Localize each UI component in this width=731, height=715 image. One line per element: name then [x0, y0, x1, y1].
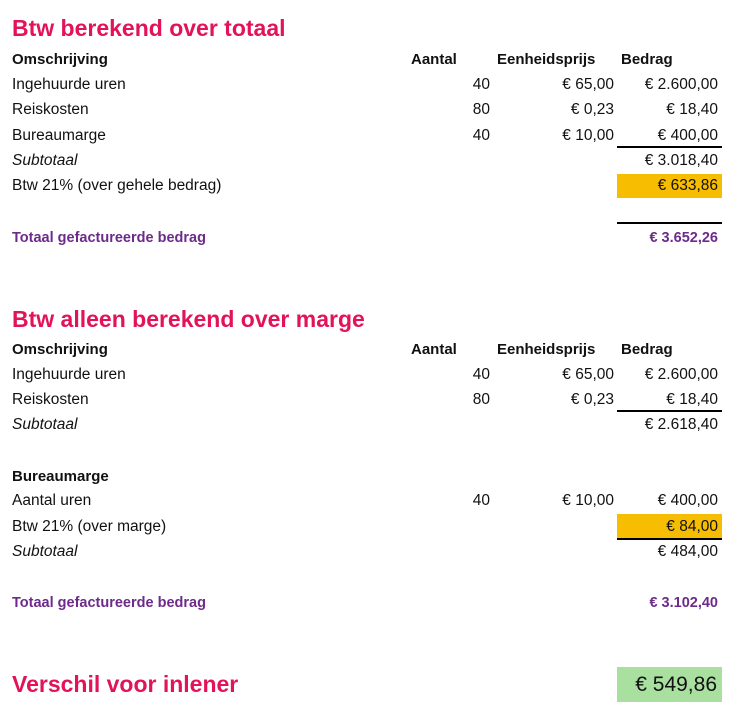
- row-amount: € 18,40: [666, 391, 718, 408]
- header-quantity: Aantal: [411, 341, 457, 358]
- header-unit-price: Eenheidsprijs: [497, 51, 596, 68]
- total-value: € 3.102,40: [649, 595, 718, 611]
- total-label: Totaal gefactureerde bedrag: [12, 230, 206, 246]
- sum-divider: [617, 146, 722, 148]
- total-value: € 3.652,26: [649, 230, 718, 246]
- sum-divider: [617, 538, 722, 540]
- header-description: Omschrijving: [12, 341, 108, 358]
- row-unit-price: € 0,23: [570, 101, 614, 118]
- row-description: Ingehuurde uren: [12, 76, 126, 93]
- vat-label: Btw 21% (over marge): [12, 518, 167, 535]
- row-unit-price: € 10,00: [562, 127, 614, 144]
- row-description: Aantal uren: [12, 492, 92, 509]
- row-unit-price: € 65,00: [562, 366, 614, 383]
- subtotal-value: € 3.018,40: [644, 152, 718, 169]
- row-quantity: 80: [472, 101, 490, 118]
- row-quantity: 40: [472, 492, 490, 509]
- difference-label: Verschil voor inlener: [12, 671, 239, 697]
- row-amount: € 400,00: [657, 127, 718, 144]
- section1-title: Btw berekend over totaal: [12, 15, 286, 41]
- subtotal-value: € 484,00: [657, 543, 718, 560]
- row-quantity: 40: [472, 127, 490, 144]
- difference-value: € 549,86: [635, 673, 717, 696]
- margin-header: Bureaumarge: [12, 468, 109, 485]
- header-quantity: Aantal: [411, 51, 457, 68]
- subtotal-value: € 2.618,40: [644, 416, 718, 433]
- row-quantity: 80: [472, 391, 490, 408]
- row-unit-price: € 10,00: [562, 492, 614, 509]
- vat-label: Btw 21% (over gehele bedrag): [12, 177, 222, 194]
- row-unit-price: € 0,23: [570, 391, 614, 408]
- row-quantity: 40: [472, 76, 490, 93]
- header-description: Omschrijving: [12, 51, 108, 68]
- sum-divider: [617, 410, 722, 412]
- subtotal-label: Subtotaal: [12, 416, 78, 433]
- row-amount: € 2.600,00: [644, 366, 718, 383]
- vat-value: € 633,86: [657, 177, 718, 194]
- subtotal-label: Subtotaal: [12, 543, 78, 560]
- row-description: Reiskosten: [12, 391, 89, 408]
- header-amount: Bedrag: [621, 341, 673, 358]
- vat-value: € 84,00: [666, 518, 718, 535]
- row-description: Bureaumarge: [12, 127, 106, 144]
- row-amount: € 18,40: [666, 101, 718, 118]
- subtotal-label: Subtotaal: [12, 152, 78, 169]
- row-description: Ingehuurde uren: [12, 366, 126, 383]
- row-unit-price: € 65,00: [562, 76, 614, 93]
- header-amount: Bedrag: [621, 51, 673, 68]
- header-unit-price: Eenheidsprijs: [497, 341, 596, 358]
- row-amount: € 400,00: [657, 492, 718, 509]
- total-divider: [617, 222, 722, 224]
- row-description: Reiskosten: [12, 101, 89, 118]
- total-label: Totaal gefactureerde bedrag: [12, 595, 206, 611]
- section2-title: Btw alleen berekend over marge: [12, 306, 365, 332]
- row-quantity: 40: [472, 366, 490, 383]
- row-amount: € 2.600,00: [644, 76, 718, 93]
